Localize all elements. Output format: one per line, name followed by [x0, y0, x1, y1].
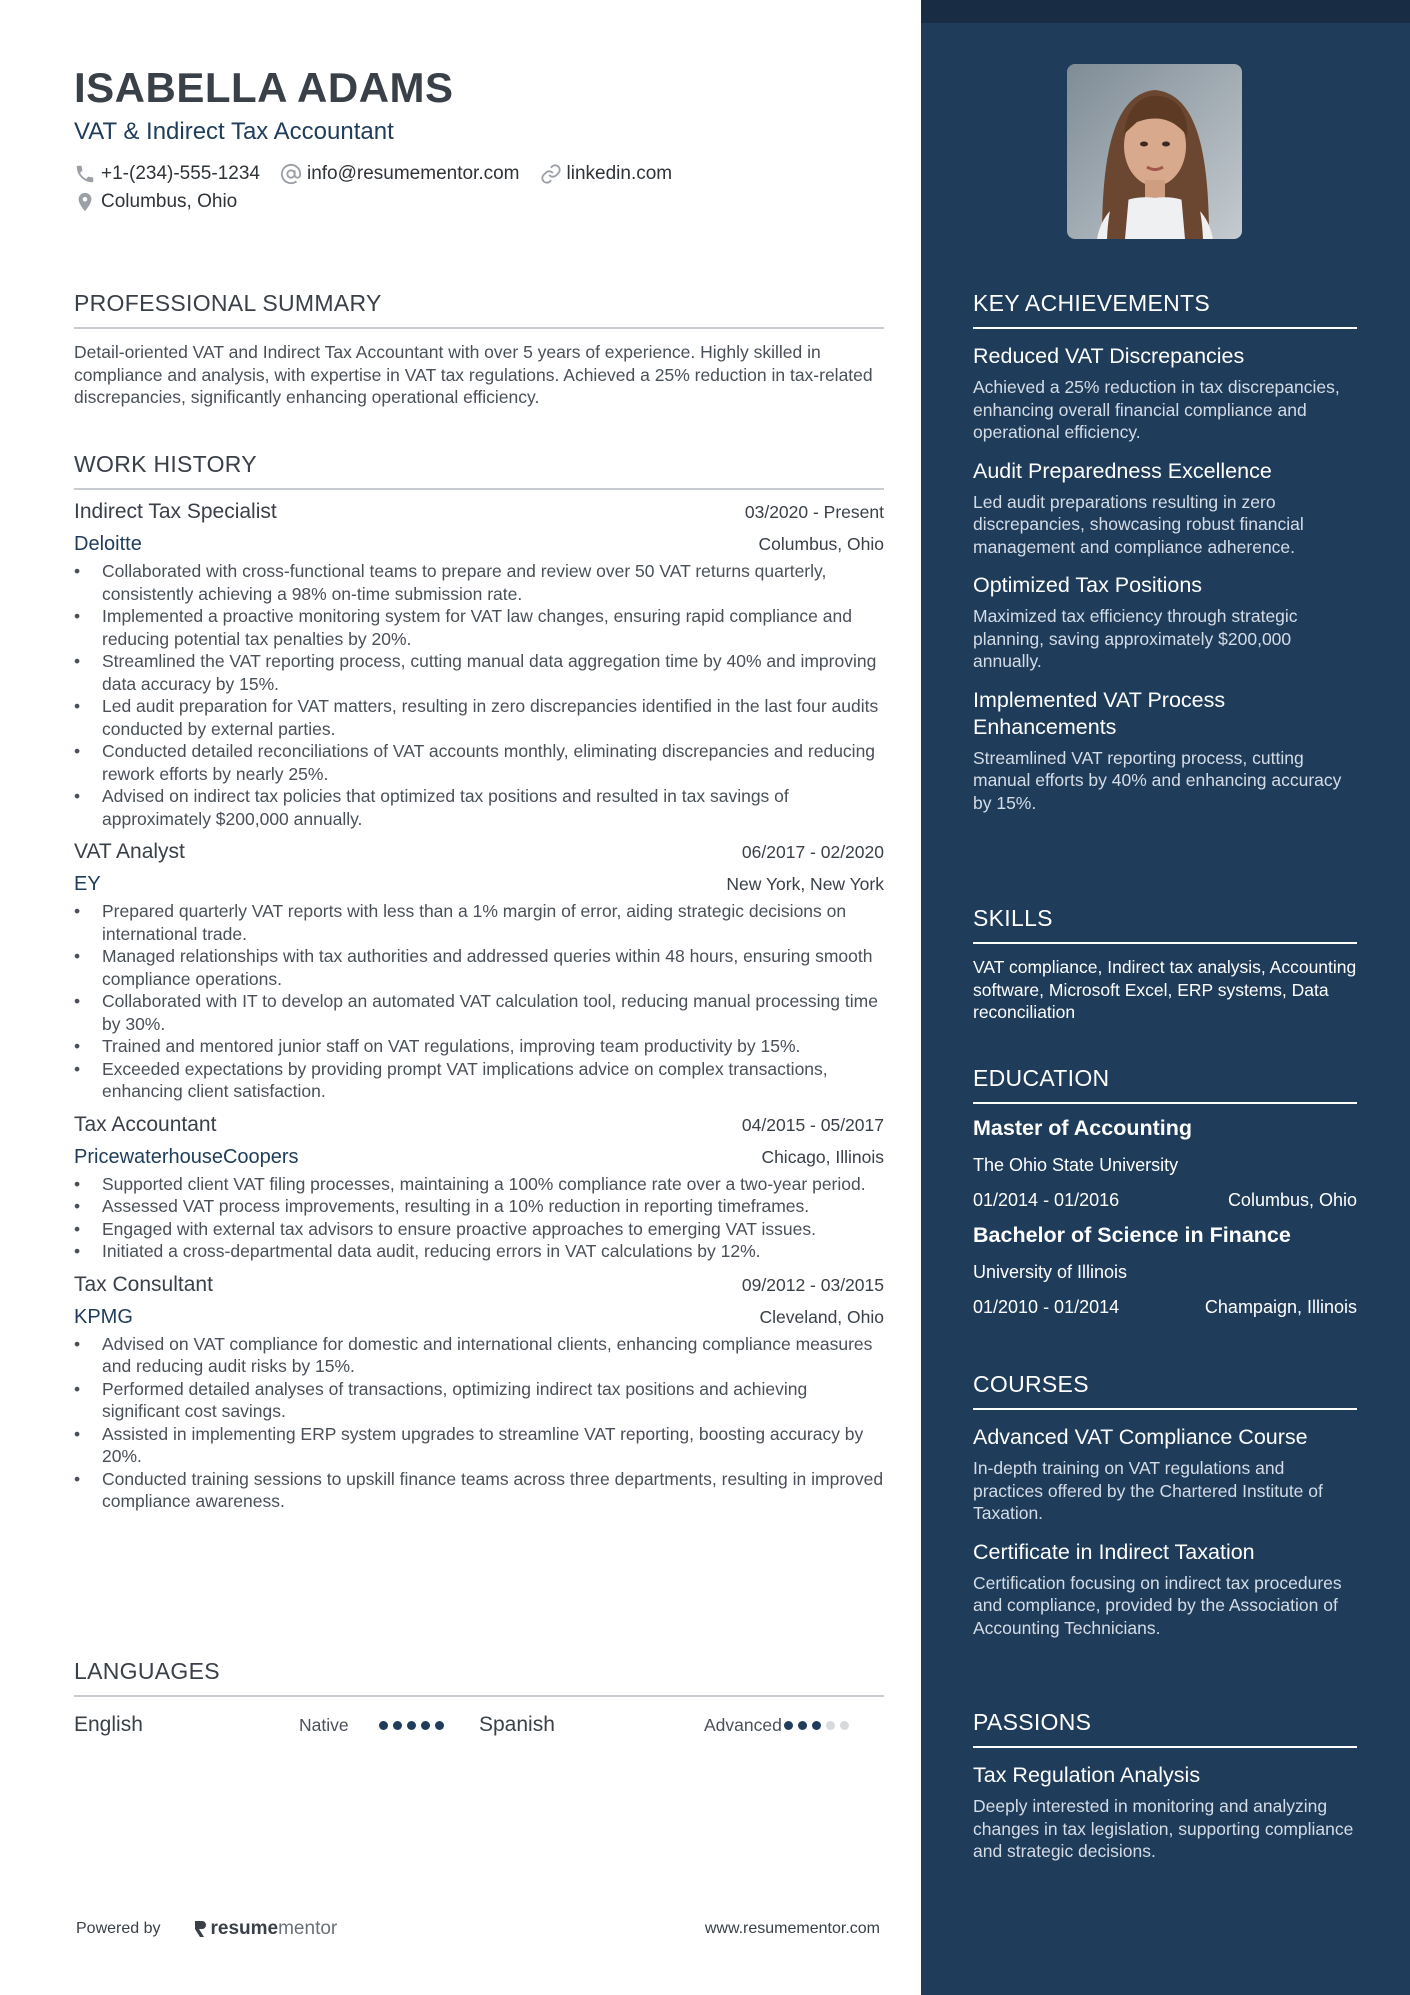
job-company: Deloitte	[74, 533, 142, 555]
passions-section	[973, 1709, 1357, 1863]
rating-dot	[421, 1721, 430, 1730]
rating-dot	[379, 1721, 388, 1730]
job-entry	[74, 1273, 884, 1513]
education-title: EDUCATION	[973, 1065, 1357, 1104]
job-entry	[74, 1113, 884, 1263]
job-bullet: • Implemented a proactive monitoring system for VAT law changes, ensuring rapid compliance and reducing potential tax penalties by 20%.	[74, 605, 884, 650]
languages-section	[74, 1658, 884, 1739]
education-dates: 01/2014 - 01/2016	[973, 1190, 1120, 1210]
job-bullet: • Managed relationships with tax authorities and addressed queries within 48 hours, ensuring smooth compliance operations.	[74, 945, 884, 990]
job-subheader	[74, 1306, 884, 1329]
location-pin-icon	[74, 191, 96, 213]
achievements-title: KEY ACHIEVEMENTS	[973, 290, 1357, 329]
job-bullet: • Prepared quarterly VAT reports with less than a 1% margin of error, aiding strategic decisions on international trade.	[74, 900, 884, 945]
language-rating	[379, 1721, 449, 1730]
job-bullet: • Engaged with external tax advisors to ensure proactive approaches to emerging VAT issues.	[74, 1218, 884, 1241]
job-subheader	[74, 873, 884, 896]
job-title: VAT Analyst	[74, 840, 185, 863]
website-link[interactable]: www.resumementor.com	[704, 1920, 880, 1937]
brand-light: mentor	[278, 1918, 338, 1939]
job-header	[74, 500, 884, 524]
education-meta	[973, 1190, 1357, 1211]
job-bullet: • Led audit preparation for VAT matters, resulting in zero discrepancies identified in the last four audits conducted by external parties.	[74, 695, 884, 740]
job-bullet: • Streamlined the VAT reporting process, cutting manual data aggregation time by 40% and improving data accuracy by 15%.	[74, 650, 884, 695]
job-bullet: • Exceeded expectations by providing prompt VAT implications advice on complex transactions, enhancing client satisfaction.	[74, 1058, 884, 1103]
job-subheader	[74, 533, 884, 556]
course-text: In-depth training on VAT regulations and practices offered by the Chartered Institute of Taxation.	[973, 1458, 1323, 1523]
sidebar-top-band	[921, 0, 1410, 23]
job-bullet: • Assisted in implementing ERP system upgrades to streamline VAT reporting, boosting accuracy by 20%.	[74, 1423, 884, 1468]
language-level: Advanced	[704, 1714, 782, 1735]
job-bullet: • Conducted detailed reconciliations of VAT accounts monthly, eliminating discrepancies and reducing rework efforts by nearly 25%.	[74, 740, 884, 785]
job-entry	[74, 500, 884, 830]
work-history-title: WORK HISTORY	[74, 451, 884, 490]
course-text: Certification focusing on indirect tax procedures and compliance, provided by the Association of Accounting Technicians.	[973, 1572, 1342, 1638]
achievement-title: Reduced VAT Discrepancies	[973, 344, 1245, 368]
rating-dot	[407, 1721, 416, 1730]
job-dates: 09/2012 - 03/2015	[741, 1274, 884, 1295]
education-section	[973, 1065, 1357, 1318]
course-title: Advanced VAT Compliance Course	[973, 1425, 1308, 1449]
language-level: Native	[299, 1714, 349, 1735]
job-bullet: • Advised on indirect tax policies that optimized tax positions and resulted in tax savings of approximately $200,000 annually.	[74, 785, 884, 830]
job-dates: 04/2015 - 05/2017	[741, 1114, 884, 1135]
powered-by	[76, 1918, 337, 1940]
education-degree: Bachelor of Science in Finance	[973, 1223, 1291, 1247]
course-list	[973, 1424, 1357, 1639]
sidebar	[921, 0, 1410, 1995]
link-icon	[540, 163, 562, 185]
passions-title: PASSIONS	[973, 1709, 1357, 1748]
summary-section	[74, 290, 884, 409]
summary-title: PROFESSIONAL SUMMARY	[74, 290, 884, 329]
at-icon	[280, 163, 302, 185]
language-name: Spanish	[479, 1713, 555, 1736]
job-company: PricewaterhouseCoopers	[74, 1145, 299, 1168]
contact-linkedin[interactable]	[540, 163, 673, 185]
profile-photo	[1067, 64, 1242, 239]
passion-text: Deeply interested in monitoring and analyzing changes in tax legislation, supporting compliance and strategic decisions.	[973, 1796, 1354, 1861]
achievements-section	[973, 290, 1357, 814]
job-company: KPMG	[74, 1305, 133, 1328]
powered-by-label: Powered by	[76, 1920, 161, 1937]
linkedin-text: linkedin.com	[566, 163, 673, 184]
rating-dot	[826, 1721, 835, 1730]
job-bullet: • Supported client VAT filing processes, maintaining a 100% compliance rate over a two-year period.	[74, 1173, 884, 1196]
job-bullet: • Collaborated with cross-functional teams to prepare and review over 50 VAT returns quarterly, consistently achieving a 98% on-time submission rate.	[74, 560, 884, 605]
job-header	[74, 840, 884, 864]
achievement-text: Streamlined VAT reporting process, cutting manual efforts by 40% and enhancing accuracy by 15%.	[973, 747, 1342, 813]
skills-title: SKILLS	[973, 905, 1357, 944]
education-degree: Master of Accounting	[973, 1116, 1192, 1140]
job-location: Chicago, Illinois	[761, 1146, 884, 1167]
resumementor-logo-icon	[193, 1919, 207, 1939]
job-title: Tax Accountant	[74, 1112, 217, 1136]
achievement-title: Implemented VAT Process Enhancements	[973, 687, 1226, 739]
education-dates: 01/2010 - 01/2014	[973, 1297, 1120, 1317]
courses-section	[973, 1371, 1357, 1639]
rating-dot	[435, 1721, 444, 1730]
contact-location	[74, 191, 237, 213]
job-title: Tax Consultant	[74, 1272, 213, 1296]
passion-title: Tax Regulation Analysis	[973, 1763, 1201, 1787]
education-school: The Ohio State University	[973, 1155, 1179, 1175]
candidate-role: VAT & Indirect Tax Accountant	[74, 118, 394, 145]
achievement-list	[973, 343, 1357, 814]
job-bullets	[74, 560, 884, 830]
summary-text: Detail-oriented VAT and Indirect Tax Accountant with over 5 years of experience. Highly skilled in compliance and analysis, with expertise in VAT tax regulations. Achieved a 25% reduction in tax-related discrepancies, significantly enhancing operational efficiency.	[74, 342, 873, 407]
job-bullet: • Trained and mentored junior staff on VAT regulations, improving team productivity by 15%.	[74, 1035, 884, 1058]
education-location: Champaign, Illinois	[1204, 1297, 1357, 1317]
email-text: info@resumementor.com	[306, 163, 520, 184]
skills-section	[973, 905, 1357, 1024]
courses-title: COURSES	[973, 1371, 1357, 1410]
job-location: Cleveland, Ohio	[759, 1306, 884, 1327]
contact-email[interactable]	[280, 163, 520, 185]
job-bullets	[74, 1333, 884, 1513]
job-bullet: • Collaborated with IT to develop an automated VAT calculation tool, reducing manual processing time by 30%.	[74, 990, 884, 1035]
brand-logo[interactable]	[193, 1918, 338, 1940]
education-meta	[973, 1297, 1357, 1318]
language-item	[74, 1713, 479, 1737]
footer	[76, 1918, 880, 1940]
job-location: New York, New York	[726, 874, 884, 894]
job-header	[74, 1273, 884, 1297]
achievement-title: Audit Preparedness Excellence	[973, 458, 1272, 483]
work-history-section	[74, 451, 884, 1513]
achievement-text: Achieved a 25% reduction in tax discrepancies, enhancing overall financial compliance and operational efficiency.	[973, 377, 1340, 442]
language-name: English	[74, 1713, 143, 1736]
job-bullet: • Performed detailed analyses of transactions, optimizing indirect tax positions and achieving significant cost savings.	[74, 1378, 884, 1423]
achievement-text: Maximized tax efficiency through strategic planning, saving approximately $200,000 annually.	[973, 606, 1298, 671]
contact-phone[interactable]	[74, 163, 260, 185]
job-location: Columbus, Ohio	[758, 534, 884, 554]
candidate-name: ISABELLA ADAMS	[74, 64, 454, 111]
rating-dot	[784, 1721, 793, 1730]
course-title: Certificate in Indirect Taxation	[973, 1539, 1255, 1564]
rating-dot	[840, 1721, 849, 1730]
languages-title: LANGUAGES	[74, 1658, 884, 1697]
achievement-text: Led audit preparations resulting in zero discrepancies, showcasing robust financial management and compliance adherence.	[973, 491, 1304, 557]
passion-list	[973, 1762, 1357, 1863]
job-bullets	[74, 1173, 884, 1263]
language-list	[74, 1711, 884, 1739]
job-bullet: • Conducted training sessions to upskill finance teams across three departments, resulting in improved compliance awareness.	[74, 1468, 884, 1513]
job-entry	[74, 840, 884, 1103]
job-header	[74, 1113, 884, 1137]
language-rating	[784, 1721, 854, 1730]
education-school: University of Illinois	[973, 1262, 1128, 1282]
education-location: Columbus, Ohio	[1227, 1190, 1357, 1210]
job-subheader	[74, 1146, 884, 1169]
phone-text: +1-(234)-555-1234	[101, 163, 260, 184]
job-list	[74, 500, 884, 1513]
rating-dot	[393, 1721, 402, 1730]
skills-text: VAT compliance, Indirect tax analysis, Accounting software, Microsoft Excel, ERP systems, Data reconciliation	[973, 957, 1357, 1022]
job-dates: 03/2020 - Present	[744, 502, 884, 522]
job-bullet: • Assessed VAT process improvements, resulting in a 10% reduction in reporting timeframes.	[74, 1195, 884, 1218]
phone-icon	[74, 163, 96, 185]
job-bullet: • Advised on VAT compliance for domestic and international clients, enhancing compliance measures and reducing audit risks by 15%.	[74, 1333, 884, 1378]
job-company: EY	[74, 873, 101, 895]
job-dates: 06/2017 - 02/2020	[741, 842, 884, 862]
job-bullet: • Initiated a cross-departmental data audit, reducing errors in VAT calculations by 12%.	[74, 1240, 884, 1263]
job-bullets	[74, 900, 884, 1103]
job-title: Indirect Tax Specialist	[74, 500, 277, 523]
contact-info	[74, 161, 894, 217]
rating-dot	[798, 1721, 807, 1730]
rating-dot	[812, 1721, 821, 1730]
brand-bold: resume	[210, 1918, 279, 1939]
language-item	[479, 1713, 884, 1737]
education-list	[973, 1116, 1357, 1318]
location-text: Columbus, Ohio	[101, 191, 238, 212]
achievement-title: Optimized Tax Positions	[973, 573, 1203, 597]
